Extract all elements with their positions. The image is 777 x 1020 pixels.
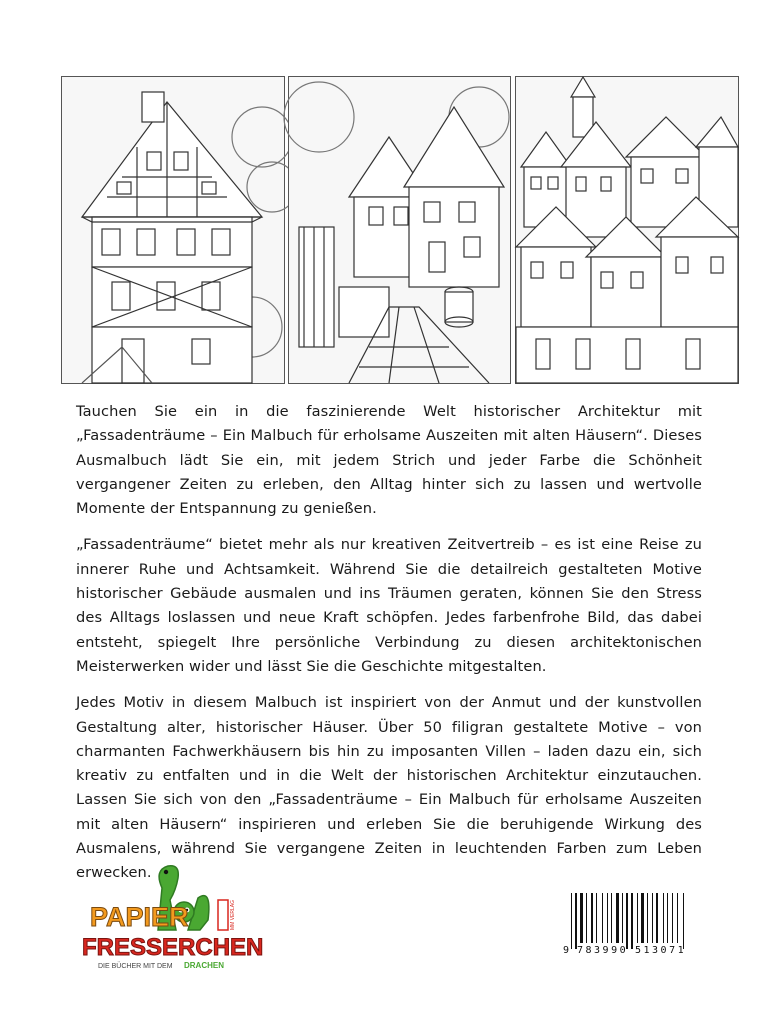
barcode-bar <box>672 893 673 943</box>
barcode-bar <box>602 893 603 943</box>
barcode-bar <box>677 893 678 943</box>
barcode-bar <box>611 893 612 943</box>
barcode-digit-lead: 9 <box>563 945 570 956</box>
barcode-bar <box>622 893 623 943</box>
barcode-bar <box>656 893 658 943</box>
barcode-bar <box>591 893 593 943</box>
logo-line-1: PAPIER <box>90 902 189 932</box>
barcode-bar <box>575 893 577 949</box>
barcode-digits-right: 513071 <box>635 945 687 956</box>
barcode-bar <box>683 893 684 949</box>
old-town-houses-illustration <box>515 76 739 384</box>
barcode-bar <box>586 893 587 943</box>
description-text <box>76 400 702 898</box>
barcode-digits-left: 783990 <box>577 945 629 956</box>
logo-badge: MM VERLAG <box>230 899 236 931</box>
barcode-bar <box>607 893 608 943</box>
barcode-bar <box>626 893 628 949</box>
barcode-bar <box>647 893 648 943</box>
barcode-bar <box>637 893 638 943</box>
paragraph-3: Jedes Motiv in diesem Malbuch ist inspiriert von der Anmut und der kunstvollen Gestaltung alter, historischer Häuser. Über 50 filigran gestaltete Motive – von charmanten Fachwerkhäusern bis hin zu imposanten Villen – laden dazu ein, sich kreativ zu entfalten und in die Welt der historischen Architektur einzutauchen. Lassen Sie sich von den „Fassadenträume – Ein Malbuch für erholsame Auszeiten mit alten Häusern“ inspirieren und erleben Sie die beruhigende Wirkung des Ausmalens, während Sie vergangene Zeiten in leuchtenden Farben zum Leben erwecken. <box>76 694 702 882</box>
barcode-bar <box>580 893 583 943</box>
half-timbered-house-illustration <box>61 76 285 384</box>
paragraph-1: Tauchen Sie ein in die faszinierende Welt historischer Architektur mit „Fassadenträume – Ein Malbuch für erholsame Auszeiten mit alten Häusern“. Dieses Ausmalbuch lädt Sie ein, mit jedem Strich und jeder Farbe die Schönheit vergangener Zeiten zu erleben, den Alltag hinter sich zu lassen und wertvolle Momente der Entspannung zu genießen. <box>76 403 702 518</box>
paragraph-2: „Fassadenträume“ bietet mehr als nur kreativen Zeitvertreib – es ist eine Reise zu innerer Ruhe und Achtsamkeit. Während Sie die detailreich gestalteten Motive historischer Gebäude ausmalen und ins Träumen geraten, können Sie den Stress des Alltags loslassen und neue Kraft schöpfen. Jedes farbenfrohe Bild, das dabei entsteht, spiegelt Ihre persönliche Verbindung zu diesen architektonischen Meisterwerken wider und lässt Sie die Geschichte mitgestalten. <box>76 536 702 675</box>
barcode-bar <box>652 893 653 943</box>
barcode-bar <box>616 893 619 943</box>
barcode-bar <box>596 893 597 943</box>
logo-line-2: FRESSERCHEN <box>82 934 264 961</box>
papierfresserchen-logo <box>80 860 264 980</box>
barcode-bar <box>631 893 633 949</box>
barcode-bars <box>563 893 697 943</box>
logo-tagline-highlight: DRACHEN <box>184 961 224 970</box>
isbn-barcode <box>563 893 697 965</box>
barcode-bar <box>667 893 668 943</box>
barcode-bar <box>663 893 664 943</box>
barcode-bar <box>571 893 572 949</box>
logo-tagline-prefix: DIE BÜCHER MIT DEM <box>98 963 173 970</box>
barcode-bar <box>641 893 644 943</box>
cobblestone-lane-illustration <box>288 76 511 384</box>
